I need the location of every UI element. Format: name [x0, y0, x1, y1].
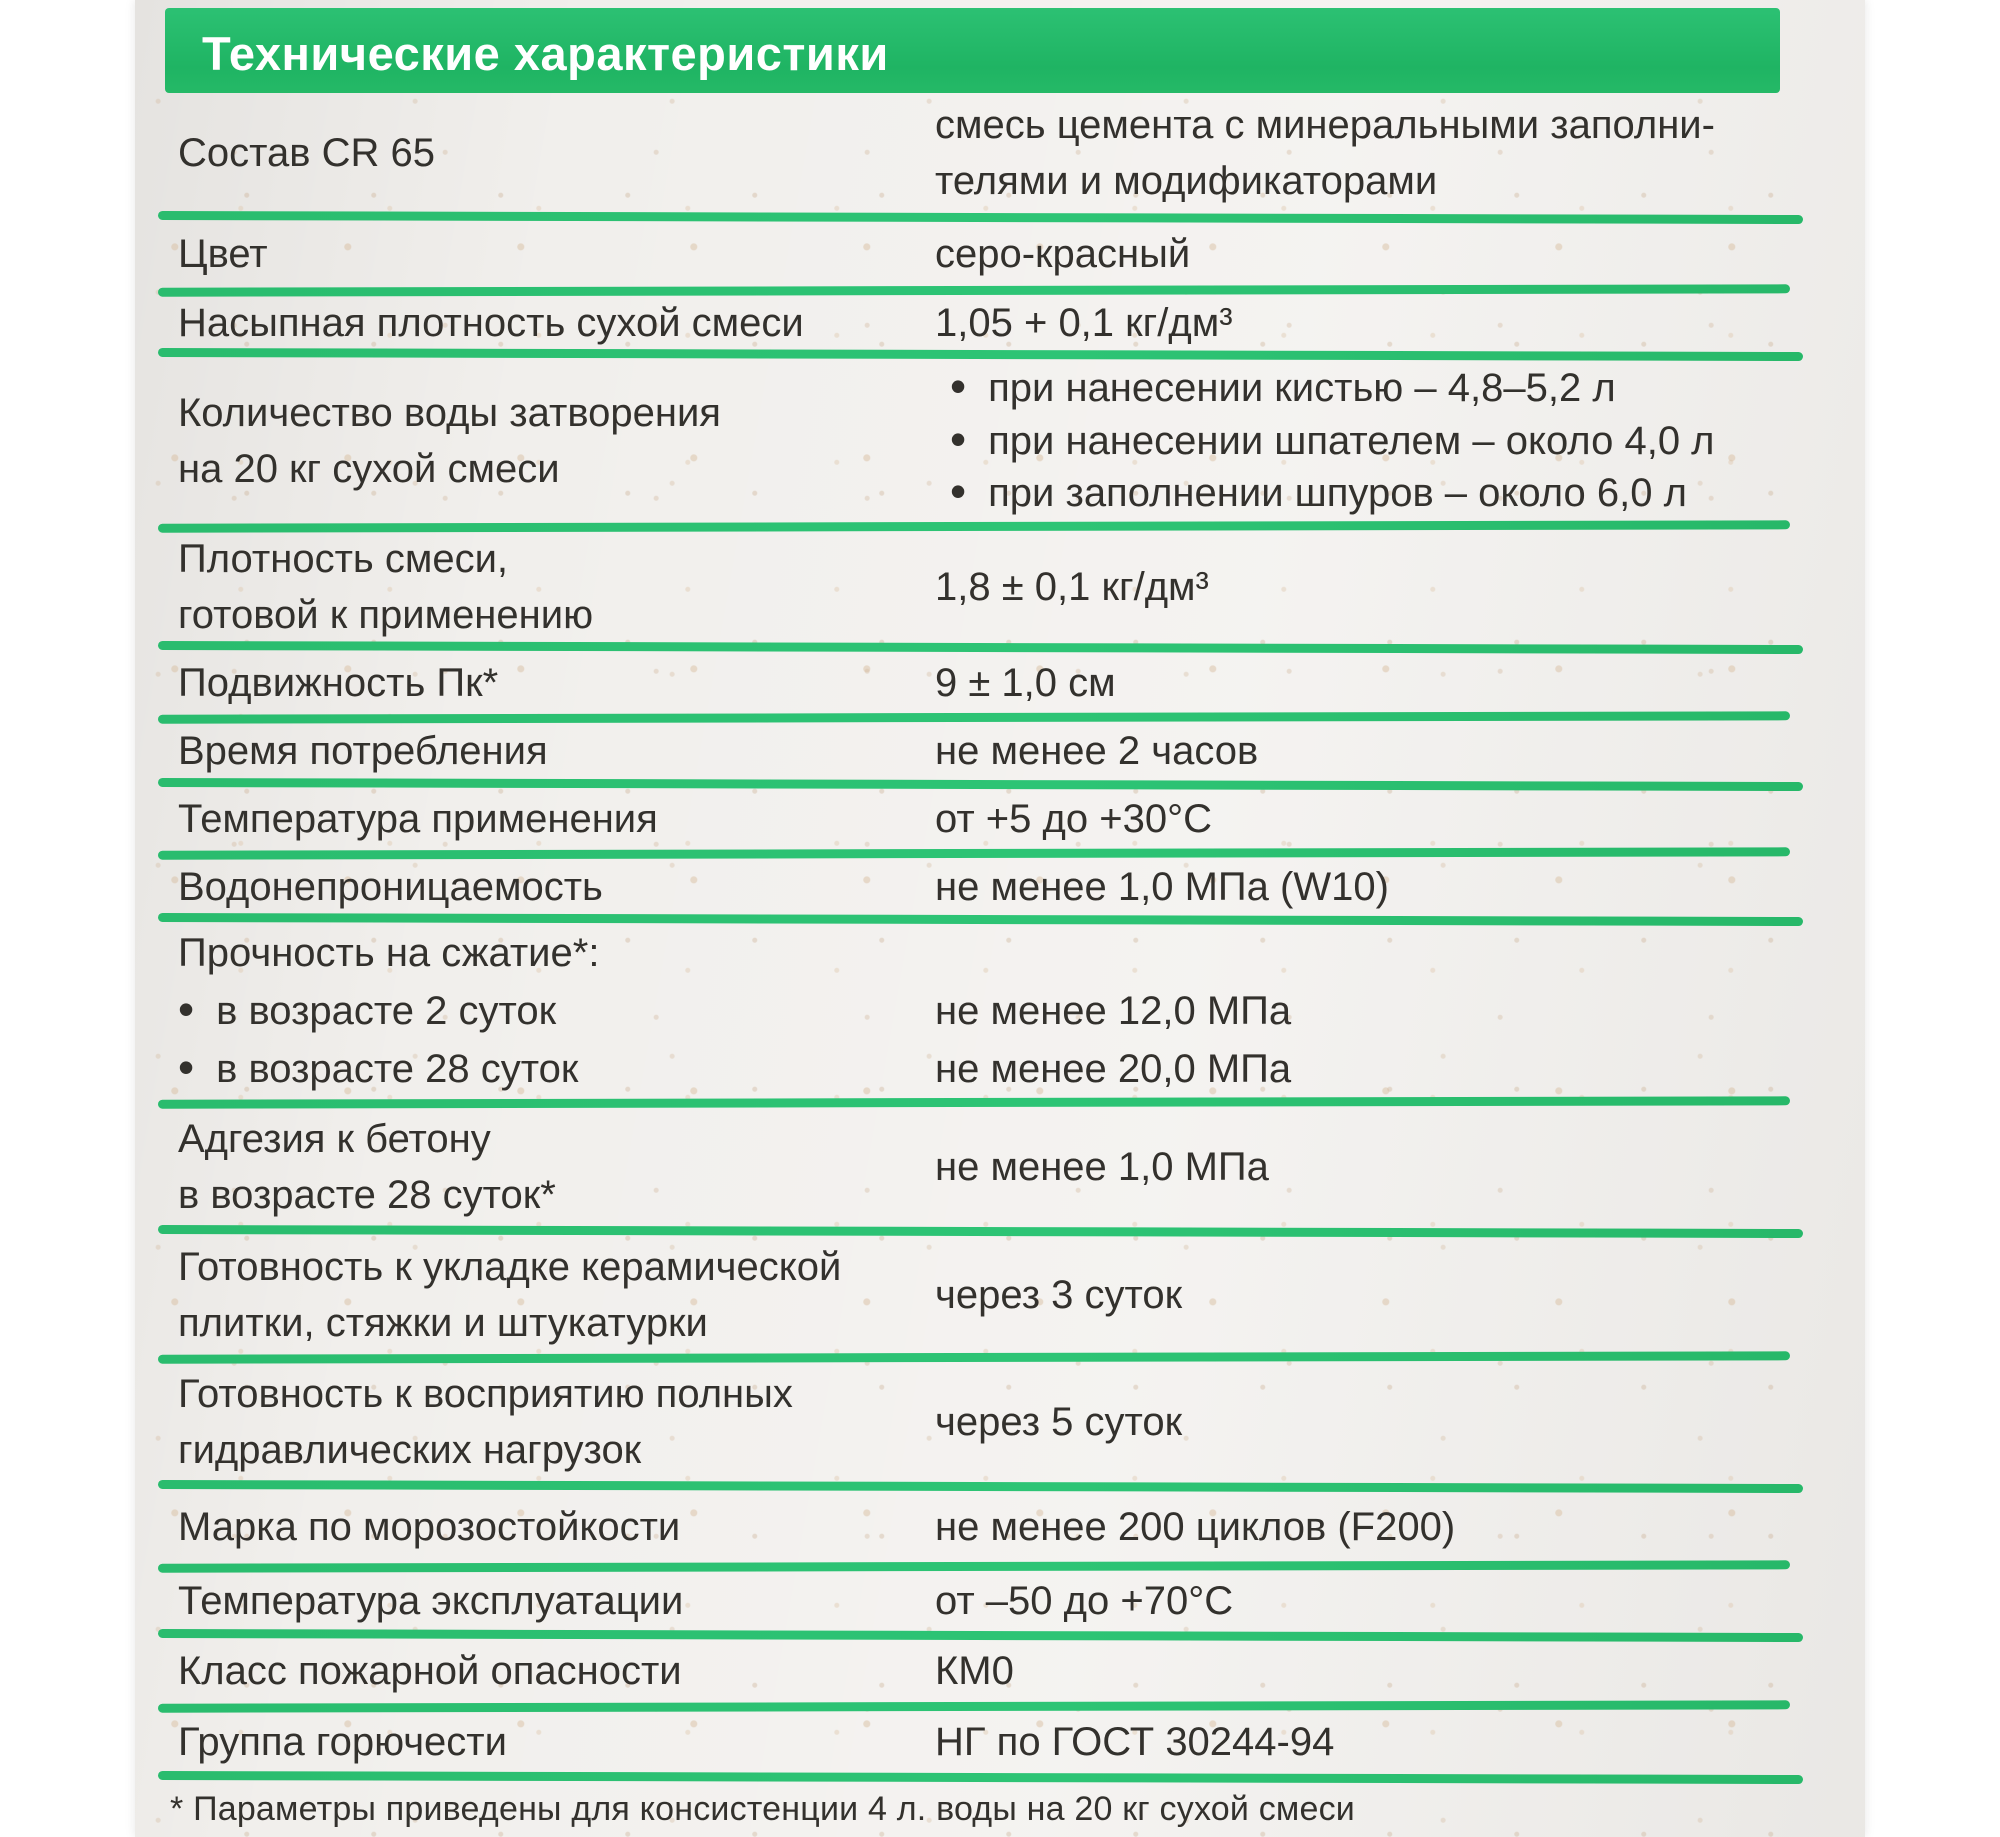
section-header-band [165, 8, 1780, 93]
spec-value: не менее 1,0 МПа [935, 1145, 1269, 1189]
spec-label: Количество воды затворения на 20 кг сухой смеси [178, 390, 721, 491]
spec-value: 1,8 ± 0,1 кг/дм³ [935, 565, 1209, 609]
spec-row-morozostoikost [135, 1491, 1865, 1562]
spec-value: 1,05 + 0,1 кг/дм³ [935, 301, 1233, 345]
package-label [135, 0, 1865, 1837]
spec-row-temperatura-primeneniya [135, 789, 1865, 849]
spec-row-tsvet [135, 222, 1865, 286]
spec-value: от +5 до +30°C [935, 797, 1212, 841]
bullet-line: • при заполнении шпуров – около 6,0 л [950, 464, 1687, 517]
specs-table [135, 93, 1865, 1782]
spec-label: Цвет [178, 232, 268, 276]
spec-value: не менее 2 часов [935, 729, 1259, 773]
spec-label: Насыпная плотность сухой смеси [178, 301, 804, 345]
spec-value: 9 ± 1,0 см [935, 660, 1116, 705]
spec-label: Температура эксплуатации [178, 1579, 684, 1623]
spec-label: Группа горючести [178, 1720, 507, 1764]
spec-label: Подвижность Пк* [178, 660, 499, 705]
spec-label: Готовность к укладке керамической плитки, стяжки и штукатурки [178, 1244, 842, 1345]
spec-row-gotovnost-ukladka [135, 1236, 1865, 1353]
spec-label: Водонепроницаемость [178, 864, 603, 909]
bullet-line: • при нанесении кистью – 4,8–5,2 л [950, 360, 1616, 413]
spec-value: через 5 суток [935, 1400, 1183, 1444]
spec-row-nasypnaya-plotnost [135, 295, 1865, 350]
spec-row-plotnost-smesi [135, 531, 1865, 643]
spec-row-temperatura-ekspluatatsii [135, 1571, 1865, 1631]
spec-value: смесь цемента с минеральными заполни- телями и модификаторами [935, 103, 1715, 203]
bullet-icon: • [950, 412, 967, 465]
spec-label: Температура применения [178, 797, 658, 841]
spec-row-gruppa-goryuchesti [135, 1711, 1865, 1773]
spec-value: не менее 1,0 МПа (W10) [935, 864, 1389, 909]
bullet-icon: • [178, 1041, 195, 1093]
spec-value: КМ0 [935, 1649, 1014, 1693]
spec-row-adgeziya [135, 1107, 1865, 1227]
spec-row-vremya-potrebleniya [135, 722, 1865, 780]
spec-value: от –50 до +70°C [935, 1579, 1234, 1623]
section-title: Технические характеристики [202, 27, 889, 80]
spec-row-kolichestvo-vody [135, 359, 1865, 522]
bullet-icon: • [950, 464, 967, 517]
spec-label: Готовность к восприятию полных гидравлических нагрузок [178, 1372, 793, 1472]
spec-value: не менее 200 циклов (F200) [935, 1504, 1456, 1549]
bullet-line: • в возрасте 28 суток [178, 1041, 579, 1093]
bullet-line: • в возрасте 2 суток [178, 983, 557, 1035]
spec-value [935, 359, 1865, 522]
spec-row-pozharnaya-opasnost [135, 1640, 1865, 1702]
footnote: * Параметры приведены для консистенции 4 л. воды на 20 кг сухой смеси [170, 1790, 1355, 1828]
bullet-icon: • [950, 360, 967, 413]
spec-value: НГ по ГОСТ 30244-94 [935, 1720, 1335, 1764]
spec-row-prochnost-na-szhatie [135, 924, 1865, 1098]
spec-value: серо-красный [935, 232, 1191, 276]
spec-row-vodonepronitsaemost [135, 858, 1865, 915]
spec-row-podvizhnost [135, 652, 1865, 713]
spec-row-sostav [135, 93, 1865, 213]
spec-label: Прочность на сжатие*: • в возрасте 2 суток • в возрасте 28 суток [178, 924, 935, 1098]
spec-label: Состав CR 65 [178, 131, 435, 175]
spec-label: Класс пожарной опасности [178, 1649, 682, 1693]
spec-label: Время потребления [178, 729, 548, 773]
spec-value: не менее 12,0 МПа не менее 20,0 МПа [935, 988, 1292, 1091]
bullet-icon: • [178, 983, 195, 1035]
spec-row-gotovnost-nagruzki [135, 1362, 1865, 1482]
spec-value: через 3 суток [935, 1272, 1183, 1317]
spec-label: Адгезия к бетону в возрасте 28 суток* [178, 1117, 556, 1217]
bullet-line: • при нанесении шпателем – около 4,0 л [950, 412, 1715, 465]
spec-label: Марка по морозостойкости [178, 1504, 681, 1549]
spec-label: Плотность смеси, готовой к применению [178, 537, 594, 637]
